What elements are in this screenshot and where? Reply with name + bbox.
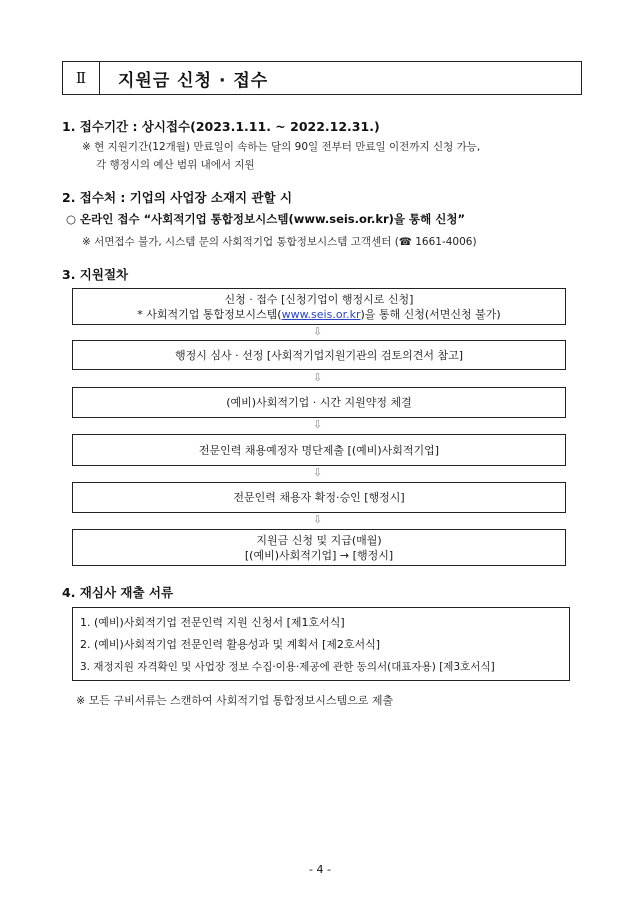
s2-bullet: ○ 온라인 접수 “사회적기업 통합정보시스템(www.seis.or.kr)을 통해 신청” (66, 212, 466, 226)
s4-note: ※ 모든 구비서류는 스캔하여 사회적기업 통합정보시스템으로 제출 (76, 694, 394, 707)
seis-link[interactable]: www.seis.or.kr (281, 307, 361, 321)
flow-step-1-post: )을 통해 신청(서면신청 불가) (360, 307, 501, 321)
flow-step-6 (72, 529, 566, 566)
s1-note1: ※ 현 지원기간(12개월) 만료일이 속하는 달의 90일 전부터 만료일 이전까지 신청 가능, (82, 141, 481, 153)
down-arrow-icon: ⇩ (313, 418, 323, 431)
document-list-box (72, 607, 570, 681)
flow-step-6-line1: 지원금 신청 및 지급(매월) (256, 533, 382, 547)
section-number: Ⅱ (63, 62, 100, 94)
flow-step-3-text: (예비)사회적기업 · 시간 지원약정 체결 (226, 396, 412, 409)
flow-step-4 (72, 434, 566, 466)
section-header (62, 61, 582, 95)
s4-title: 4. 재심사 재출 서류 (62, 585, 174, 600)
s1-note2: 각 행정시의 예산 범위 내에서 지원 (96, 159, 255, 171)
flow-step-1 (72, 288, 566, 325)
s1-title: 1. 접수기간 : 상시접수(2023.1.11. ~ 2022.12.31.) (62, 119, 380, 134)
document-item: 3. 재정지원 자격확인 및 사업장 정보 수집·이용·제공에 관한 동의서(대표자용) [제3호서식] (80, 661, 495, 673)
flow-step-2 (72, 340, 566, 370)
flow-step-2-text: 행정시 심사 · 선정 [사회적기업지원기관의 검토의견서 참고] (174, 348, 464, 362)
flow-step-3 (72, 387, 566, 418)
flow-step-1-pre: * 사회적기업 통합정보시스템( (137, 307, 282, 321)
flow-step-6-line2: [(예비)사회적기업] → [행정시] (244, 548, 394, 562)
flow-step-1-line2 (137, 307, 500, 322)
document-item: 1. (예비)사회적기업 전문인력 지원 신청서 [제1호서식] (80, 616, 345, 629)
flow-step-1-line1: 신청 · 접수 [신청기업이 행정시로 신청] (224, 292, 414, 306)
section-title: 지원금 신청 · 접수 (118, 70, 269, 91)
down-arrow-icon: ⇩ (313, 513, 323, 526)
flow-step-5 (72, 482, 566, 513)
document-item: 2. (예비)사회적기업 전문인력 활용성과 및 계획서 [제2호서식] (80, 638, 381, 651)
flow-step-5-text: 전문인력 채용자 확정·승인 [행정시] (233, 491, 405, 504)
down-arrow-icon: ⇩ (313, 325, 323, 338)
s3-title: 3. 지원절차 (62, 267, 129, 282)
page-number: - 4 - (309, 863, 331, 876)
down-arrow-icon: ⇩ (313, 466, 323, 479)
s2-title: 2. 접수처 : 기업의 사업장 소재지 관할 시 (62, 190, 293, 205)
flow-step-4-text: 전문인력 채용예정자 명단제출 [(예비)사회적기업] (198, 443, 440, 457)
s2-note: ※ 서면접수 불가, 시스템 문의 사회적기업 통합정보시스템 고객센터 (☎ 1661-4006) (82, 236, 477, 248)
down-arrow-icon: ⇩ (313, 371, 323, 384)
